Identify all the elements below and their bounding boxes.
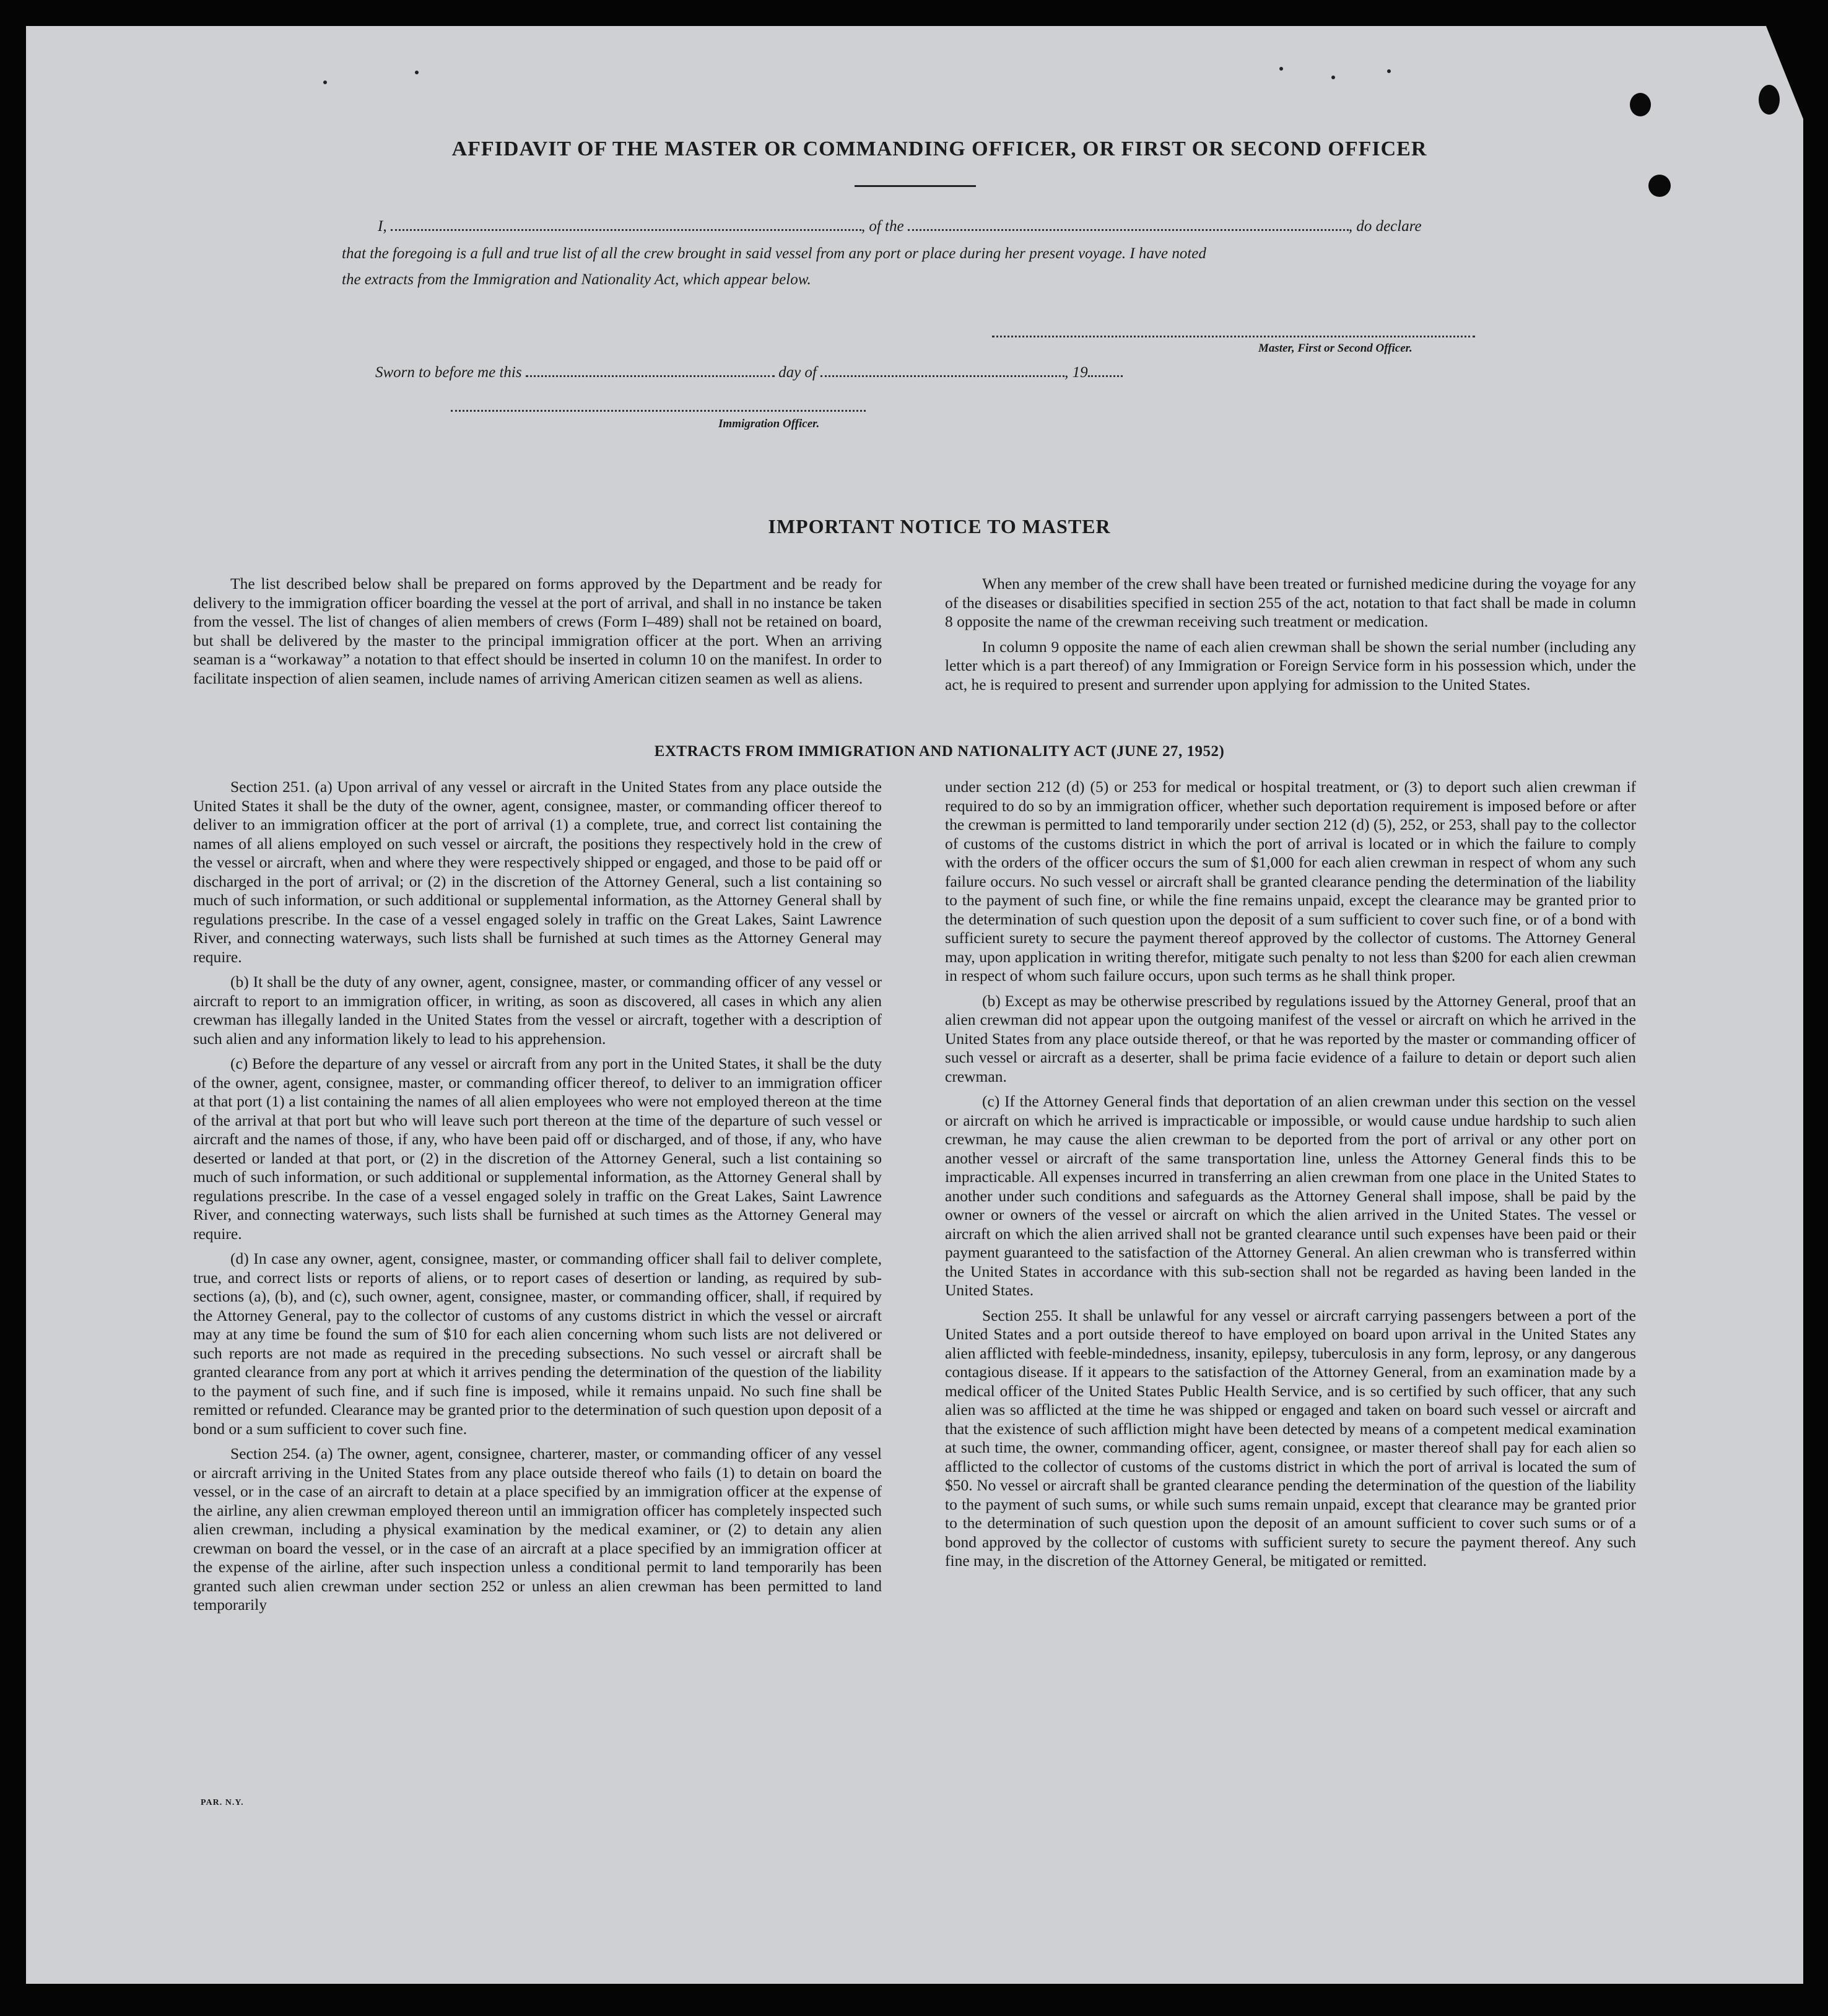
declaration-of-the: , of the xyxy=(861,218,904,235)
sworn-month-blank[interactable] xyxy=(820,375,1064,377)
section-254b: (b) Except as may be otherwise prescribed by regulations issued by the Attorney General, proof that an alien crewman did not appear upon the outgoing manifest of the vessel or aircraft on which he arrived in the United States from any place outside thereof, or that he was reported by the master or commanding officer of such vessel or aircraft as a deserter, shall be prima facie evidence of a failure to detain or deport such alien crewman. xyxy=(945,991,1636,1085)
sworn-year-blank[interactable] xyxy=(1088,375,1123,377)
section-251d: (d) In case any owner, agent, consignee, master, or commanding officer shall fail to deliver complete, true, and correct lists or reports of aliens, or to report cases of desertion or landing, as required by sub-sections (a), (b), and (c), such owner, agent, consignee, master, or commanding officer, shall, if required by the Attorney General, pay to the collector of customs of any customs district in which the vessel or aircraft may at any time be found the sum of $10 for each alien concerning whom such lists are not delivered or such reports are not made as required in the preceding subsections. No such vessel or aircraft shall be granted clearance from any port at which it arrives pending the determination of the question of the liability to the payment of such fine, and if such fine is imposed, while it remains unpaid. No such fine shall be remitted or refunded. Clearance may be granted prior to the determination of such question upon deposit of a bond or a sum sufficient to cover such fine. xyxy=(193,1249,882,1438)
section-251c: (c) Before the departure of any vessel or aircraft from any port in the United States, it shall be the duty of the owner, agent, consignee, master, or commanding officer thereof, to deliver to an immigration officer at that port (1) a list containing the names of all alien employees who were not employed thereon at the time of the arrival at that port but who will leave such port thereon at the time of the departure of such vessel or aircraft and the names of those, if any, who have been paid off or discharged, and of those, if any, who have deserted or landed at that port, or (2) in the discretion of the Attorney General, such a list containing so much of such information, or such additional or supplemental information, as the Attorney General shall by regulations prescribe. In the case of a vessel engaged solely in traffic on the Great Lakes, Saint Lawrence River, and connecting waterways, such lists shall be furnished at such times as the Attorney General may require. xyxy=(193,1054,882,1243)
notice-right-column xyxy=(945,575,1636,700)
punch-hole-top xyxy=(1630,93,1651,116)
sworn-line xyxy=(375,364,1123,381)
sworn-date-blank[interactable] xyxy=(526,375,775,377)
punch-hole-edge xyxy=(1759,85,1780,115)
extracts-title: EXTRACTS FROM IMMIGRATION AND NATIONALITY ACT (JUNE 27, 1952) xyxy=(654,743,1225,760)
section-254a-continued: under section 212 (d) (5) or 253 for medical or hospital treatment, or (3) to deport such alien crewman if required to do so by an immigration officer, whether such deportation requirement is imposed before or after the crewman is permitted to land temporarily under section 212 (d) (5), 252, or 253, shall pay to the collector of customs of the customs district in which the port of arrival is located or in which the failure to comply with the orders of the officer occurs the sum of $1,000 for each alien crewman in respect of whom any such failure occurs. No such vessel or aircraft shall be granted clearance pending the determination of the liability to the payment of such fine, or while the fine remains unpaid, except the clearance may be granted prior to the determination of such question upon the deposit of a sum sufficient to cover such fine, or of a bond with sufficient surety to secure the payment thereof approved by the collector of customs. The Attorney General may, upon application in writing therefor, mitigate such penalty to not less than $200 for each alien crewman in respect of whom such failure occurs, upon such terms as he shall think proper. xyxy=(945,778,1636,984)
speck xyxy=(1279,67,1283,71)
notice-left-paragraph: The list described below shall be prepared on forms approved by the Department and be ready for delivery to the immigration officer boarding the vessel at the port of arrival, and shall in no instance be taken from the vessel. The list of changes of alien members of crews (Form I–489) shall not be retained on board, but shall be delivered by the master to the principal immigration officer at the port. When an arriving seaman is a “workaway” a notation to that effect should be inserted in column 10 on the manifest. In order to facilitate inspection of alien seamen, include names of arriving American citizen seamen as well as aliens. xyxy=(193,575,882,687)
officer-label: Immigration Officer. xyxy=(718,417,820,430)
document-page xyxy=(26,26,1803,1984)
sworn-year: , 19 xyxy=(1064,364,1088,381)
punch-hole-middle xyxy=(1648,175,1671,197)
declaration-line-1 xyxy=(378,218,1422,235)
signature-line[interactable] xyxy=(992,336,1475,337)
speck xyxy=(1331,76,1335,79)
speck xyxy=(323,80,327,84)
extracts-right-column xyxy=(945,778,1636,1577)
declaration-start: I, xyxy=(378,218,387,235)
speck xyxy=(1387,69,1391,73)
section-254a: Section 254. (a) The owner, agent, consignee, charterer, master, or commanding officer of any vessel or aircraft arriving in the United States from any place outside thereof who fails (1) to detain on board the vessel, or in the case of an aircraft to detain at a place specified by an immigration officer at the expense of the airline, any alien crewman employed thereon until an immigration officer has completely inspected such alien crewman, including a physical examination by the medical examiner, or (2) to detain any alien crewman on board the vessel, or in the case of an aircraft at a place specified by an immigration officer at the expense of the airline, after such inspection unless a conditional permit to land temporarily has been granted such alien crewman under section 252 or unless an alien crewman has been permitted to land temporarily xyxy=(193,1445,882,1614)
section-251b: (b) It shall be the duty of any owner, agent, consignee, master, or commanding officer of any vessel or aircraft to report to an immigration officer, in writing, as soon as discovered, all cases in which any alien crewman has illegally landed in the United States from the vessel or aircraft, together with a description of such alien and any information likely to lead to his apprehension. xyxy=(193,973,882,1048)
affidavit-title: AFFIDAVIT OF THE MASTER OR COMMANDING OFFICER, OR FIRST OR SECOND OFFICER xyxy=(451,137,1427,160)
declaration-line-2: that the foregoing is a full and true list of all the crew brought in said vessel from any port or place during her present voyage. I have noted xyxy=(342,245,1206,262)
officer-signature-line[interactable] xyxy=(451,410,866,412)
title-rule xyxy=(855,185,976,187)
speck xyxy=(415,71,419,74)
sworn-day: day of xyxy=(778,364,817,381)
extracts-left-column xyxy=(193,778,882,1621)
printer-code: PAR. N.Y. xyxy=(201,1798,244,1807)
declaration-line-3: the extracts from the Immigration and Nationality Act, which appear below. xyxy=(342,271,811,288)
sworn-start: Sworn to before me this xyxy=(375,364,522,381)
vessel-blank[interactable] xyxy=(908,229,1349,231)
notice-left-column xyxy=(193,575,882,694)
notice-right-paragraph-1: When any member of the crew shall have been treated or furnished medicine during the voyage for any of the diseases or disabilities specified in section 255 of the act, notation to that fact shall be made in column 8 opposite the name of the crewman receiving such treatment or medication. xyxy=(945,575,1636,630)
section-254c: (c) If the Attorney General finds that deportation of an alien crewman under this section on the vessel or aircraft on which he arrived is impracticable or impossible, or would cause undue hardship to such alien crewman, he may cause the alien crewman to be deported from the port of arrival or any other port on another vessel or aircraft of the same transportation line, unless the Attorney General finds this to be impracticable. All expenses incurred in transferring an alien crewman from one place in the United States to another under such conditions and safeguards as the Attorney General shall impose, shall be paid by the owner or owners of the vessel or aircraft on which the alien arrived in the United States. The vessel or aircraft on which the alien arrived shall not be granted clearance until such expenses have been paid or their payment guaranteed to the satisfaction of the Attorney General. An alien crewman who is transferred within the United States in accordance with this sub-section shall not be regarded as having been landed in the United States. xyxy=(945,1092,1636,1299)
section-255: Section 255. It shall be unlawful for any vessel or aircraft carrying passengers between a port of the United States and a port outside thereof to have employed on board upon arrival in the United States any alien afflicted with feeble-mindedness, insanity, epilepsy, tuberculosis in any form, leprosy, or any dangerous contagious disease. If it appears to the satisfaction of the Attorney General, from an examination made by a medical officer of the United States Public Health Service, and is so certified by such officer, that any such alien was so afflicted at the time he was shipped or engaged and taken on board such vessel or aircraft and that the existence of such affliction might have been detected by means of a competent medical examination at such time, the owner, commanding officer, agent, consignee, or master thereof shall pay for each alien so afflicted to the collector of customs of the customs district in which the port of arrival is located the sum of $50. No vessel or aircraft shall be granted clearance pending the determination of the question of the liability to the payment of such sums, or while such sums remain unpaid, except that clearance may be granted prior to the determination of such question upon the deposit of an amount sufficient to cover such sums or of a bond approved by the collector of customs with sufficient surety to secure the payment thereof. Any such fine may, in the discretion of the Attorney General, be mitigated or remitted. xyxy=(945,1306,1636,1570)
notice-right-paragraph-2: In column 9 opposite the name of each alien crewman shall be shown the serial number (including any letter which is a part thereof) of any Immigration or Foreign Service form in his possession which, under the act, he is required to present and surrender upon applying for admission to the United States. xyxy=(945,637,1636,693)
signature-label: Master, First or Second Officer. xyxy=(1258,342,1412,355)
name-blank[interactable] xyxy=(391,229,861,231)
notice-title: IMPORTANT NOTICE TO MASTER xyxy=(768,515,1111,537)
section-251a: Section 251. (a) Upon arrival of any vessel or aircraft in the United States from any place outside the United States it shall be the duty of the owner, agent, consignee, master, or commanding officer thereof to deliver to an immigration officer at the port of arrival (1) a complete, true, and correct list containing the names of all aliens employed on such vessel or aircraft, the positions they respectively hold in the crew of the vessel or aircraft, when and where they were respectively shipped or engaged, and those to be paid off or discharged in the port of arrival; or (2) in the discretion of the Attorney General, such a list containing so much of such information, or such additional or supplemental information, as the Attorney General shall by regulations prescribe. In the case of a vessel engaged solely in traffic on the Great Lakes, Saint Lawrence River, and connecting waterways, such lists shall be furnished at such times as the Attorney General may require. xyxy=(193,778,882,966)
declaration-end: , do declare xyxy=(1348,218,1422,235)
